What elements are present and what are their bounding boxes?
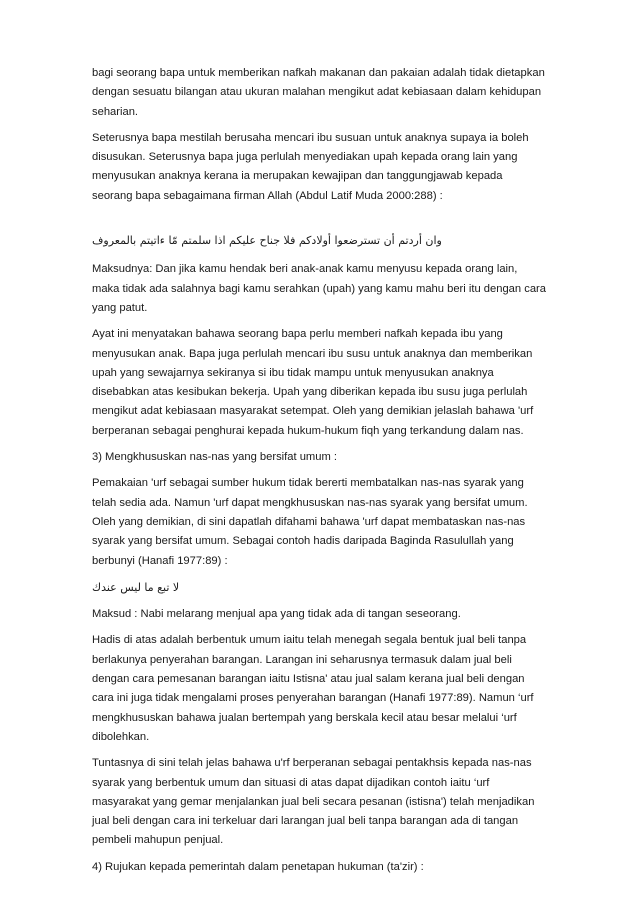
paragraph-nafkah-adat: bagi seorang bapa untuk memberikan nafkah makanan dan pakaian adalah tidak dietapkan dengan sesuatu bilangan atau ukuran malahan mengikut adat kebiasaan dalam kehidupan seharian.	[92, 67, 545, 118]
paragraph-pemakaian-urf: Pemakaian 'urf sebagai sumber hukum tidak bererti membatalkan nas-nas syarak yang telah sedia ada. Namun 'urf dapat mengkhususkan nas-nas syarak yang bersifat umum. Oleh yang demikian, di sini dapatlah difahami bahawa 'urf dapat membataskan nas-nas syarak yang bersifat umum. Sebagai contoh hadis daripada Baginda Rasulullah yang berbunyi (Hanafi 1977:89) :	[92, 477, 528, 567]
hadith-arabic: لا تبع ما ليس عندك	[92, 580, 180, 594]
quran-verse-arabic: وان أردتم أن تسترضعوا أولادكم فلا جناح عليكم اذا سلمتم مّا ءاتيتم بالمعروف	[92, 234, 442, 248]
paragraph-hadis-umum: Hadis di atas adalah berbentuk umum iaitu telah menegah segala bentuk jual beli tanpa berlakunya penyerahan barangan. Larangan ini seharusnya termasuk dalam jual beli dengan cara pemesanan barangan iaitu Istisna' atau jual salam kerana jual beli dengan cara ini juga tidak mengalami proses penyerahan barangan (Hanafi 1977:89). Namun ‘urf mengkhususkan bahawa jualan bertempah yang berskala kecil atau besar melalui ‘urf dibolehkan.	[92, 634, 534, 743]
paragraph-maksud-ayat: Maksudnya: Dan jika kamu hendak beri anak-anak kamu menyusu kepada orang lain, maka tidak ada salahnya bagi kamu serahkan (upah) yang kamu mahu beri itu dengan cara yang patut.	[92, 263, 546, 314]
paragraph-ibu-susuan: Seterusnya bapa mestilah berusaha mencari ibu susuan untuk anaknya supaya ia boleh disusukan. Seterusnya bapa juga perlulah menyediakan upah kepada orang lain yang menyusukan anaknya kerana ia merupakan kewajipan dan tanggungjawab kepada seorang bapa sebagaimana firman Allah (Abdul Latif Muda 2000:288) :	[92, 131, 529, 202]
section-heading-4: 4) Rujukan kepada pemerintah dalam penetapan hukuman (ta'zir) :	[92, 860, 424, 873]
paragraph-tuntasnya: Tuntasnya di sini telah jelas bahawa u'rf berperanan sebagai pentakhsis kepada nas-nas syarak yang berbentuk umum dan situasi di atas dapat dijadikan contoh iaitu ‘urf masyarakat yang gemar menjalankan jual beli secara pesanan (istisna') telah menjadikan jual beli dengan cara ini terkeluar dari larangan jual beli tanpa barangan ada di tangan pembeli mahupun penjual.	[92, 757, 535, 847]
section-heading-3: 3) Mengkhususkan nas-nas yang bersifat umum :	[92, 451, 338, 464]
paragraph-maksud-hadis: Maksud : Nabi melarang menjual apa yang tidak ada di tangan seseorang.	[92, 608, 461, 621]
paragraph-penjelasan-ayat: Ayat ini menyatakan bahawa seorang bapa perlu memberi nafkah kepada ibu yang menyusukan anak. Bapa juga perlulah mencari ibu susu untuk anaknya dan memberikan upah yang sewajarnya sekiranya si ibu tidak mampu untuk menyusukan anaknya disebabkan atas kesibukan bekerja. Upah yang diberikan kepada ibu susu juga perlulah mengikut adat kebiasaan masyarakat setempat. Oleh yang demikian jelaslah bahawa 'urf berperanan sebagai penghurai kepada hukum-hukum fiqh yang terkandung dalam nas.	[92, 328, 534, 437]
